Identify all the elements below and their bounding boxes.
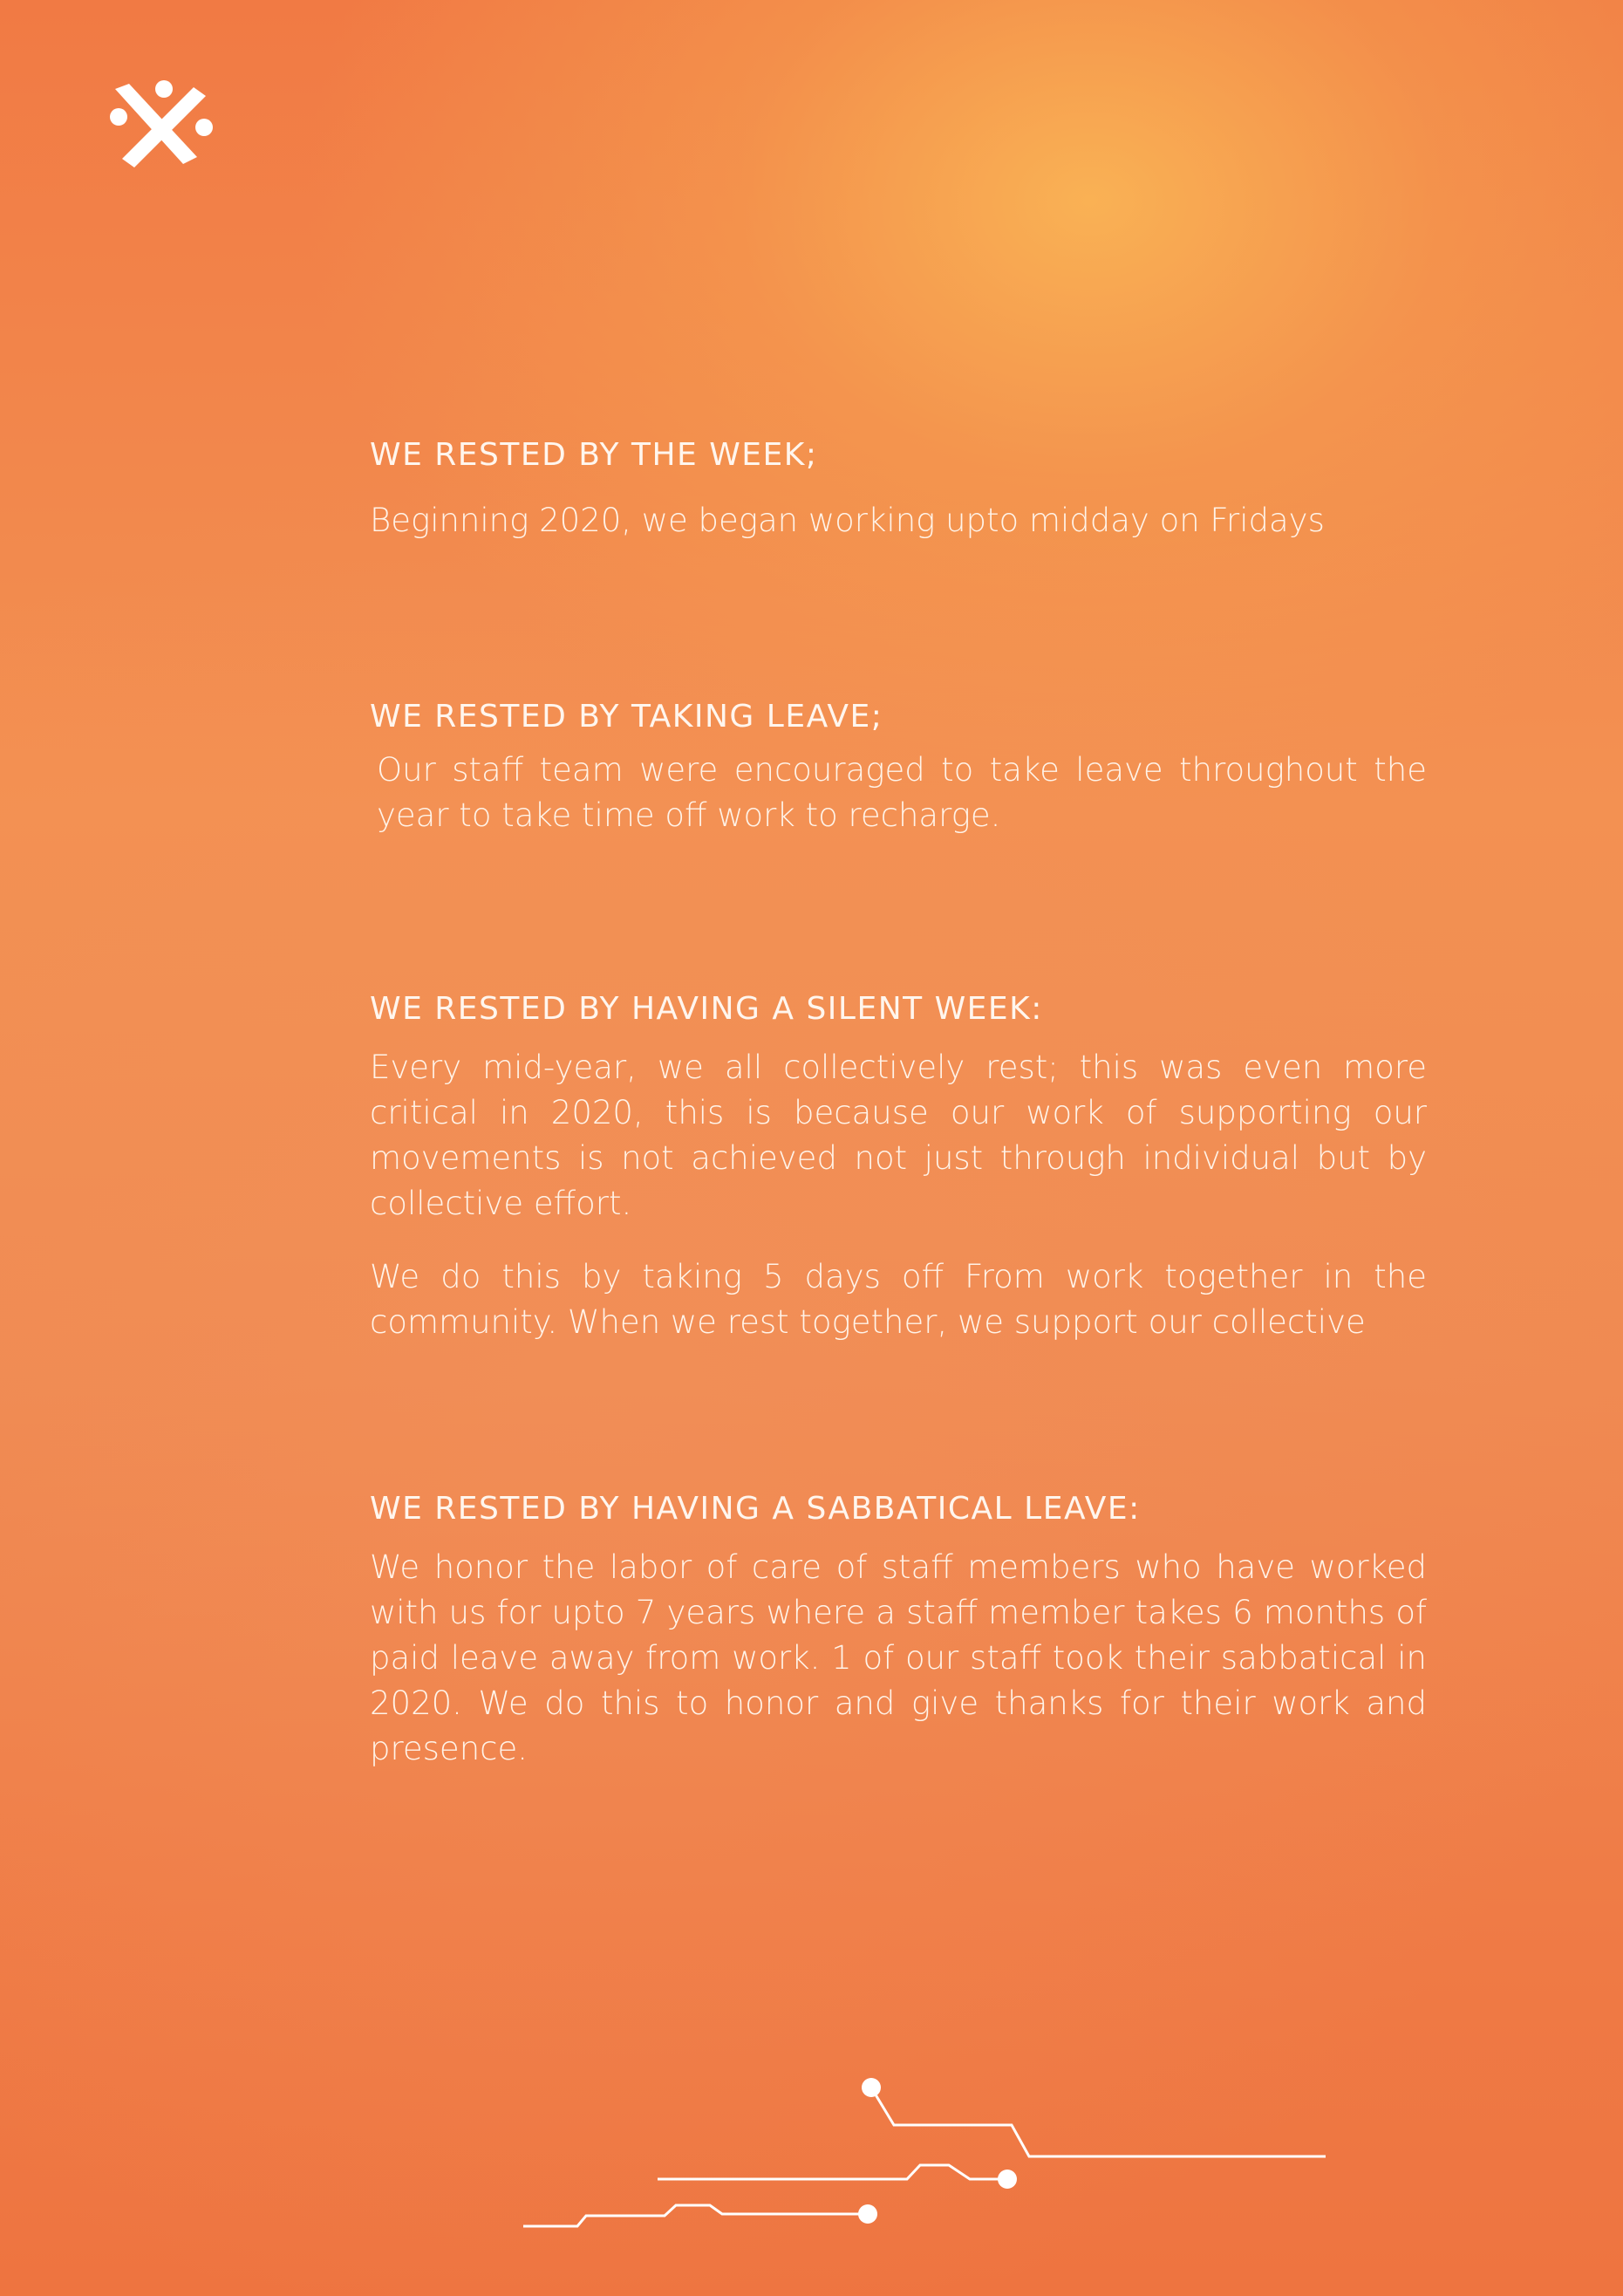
section-paragraph: Our staff team were encouraged to take leave throughout the year to take time off work to recharge. [377,751,1427,835]
section-paragraph: Beginning 2020, we began working upto midday on Fridays [370,502,1325,540]
section-paragraph: Every mid-year, we all collectively rest; this was even more critical in 2020, this is because our work of supporting our movements is not achieved not just through individual but by collective effort. [370,1049,1427,1223]
org-logo-icon [106,77,215,173]
section-heading: WE RESTED BY HAVING A SILENT WEEK: [370,991,1043,1027]
section-heading: WE RESTED BY HAVING A SABBATICAL LEAVE: [370,1491,1141,1527]
section-paragraph: We do this by taking 5 days off From work together in the community. When we rest together, we support our collective [370,1258,1427,1342]
section-heading: WE RESTED BY THE WEEK; [370,437,818,473]
section-taking-leave [370,698,1427,838]
circuit-lines-decoration [506,2067,1343,2242]
section-heading: WE RESTED BY TAKING LEAVE; [370,699,883,735]
section-week-rest [370,436,1427,543]
section-silent-week [370,990,1427,1345]
section-paragraph: We honor the labor of care of staff members who have worked with us for upto 7 years where a staff member takes 6 months of paid leave away from work. 1 of our staff took their sabbatical in 2020. We do this to honor and give thanks for their work and presence. [370,1548,1427,1768]
section-sabbatical [370,1490,1427,1772]
